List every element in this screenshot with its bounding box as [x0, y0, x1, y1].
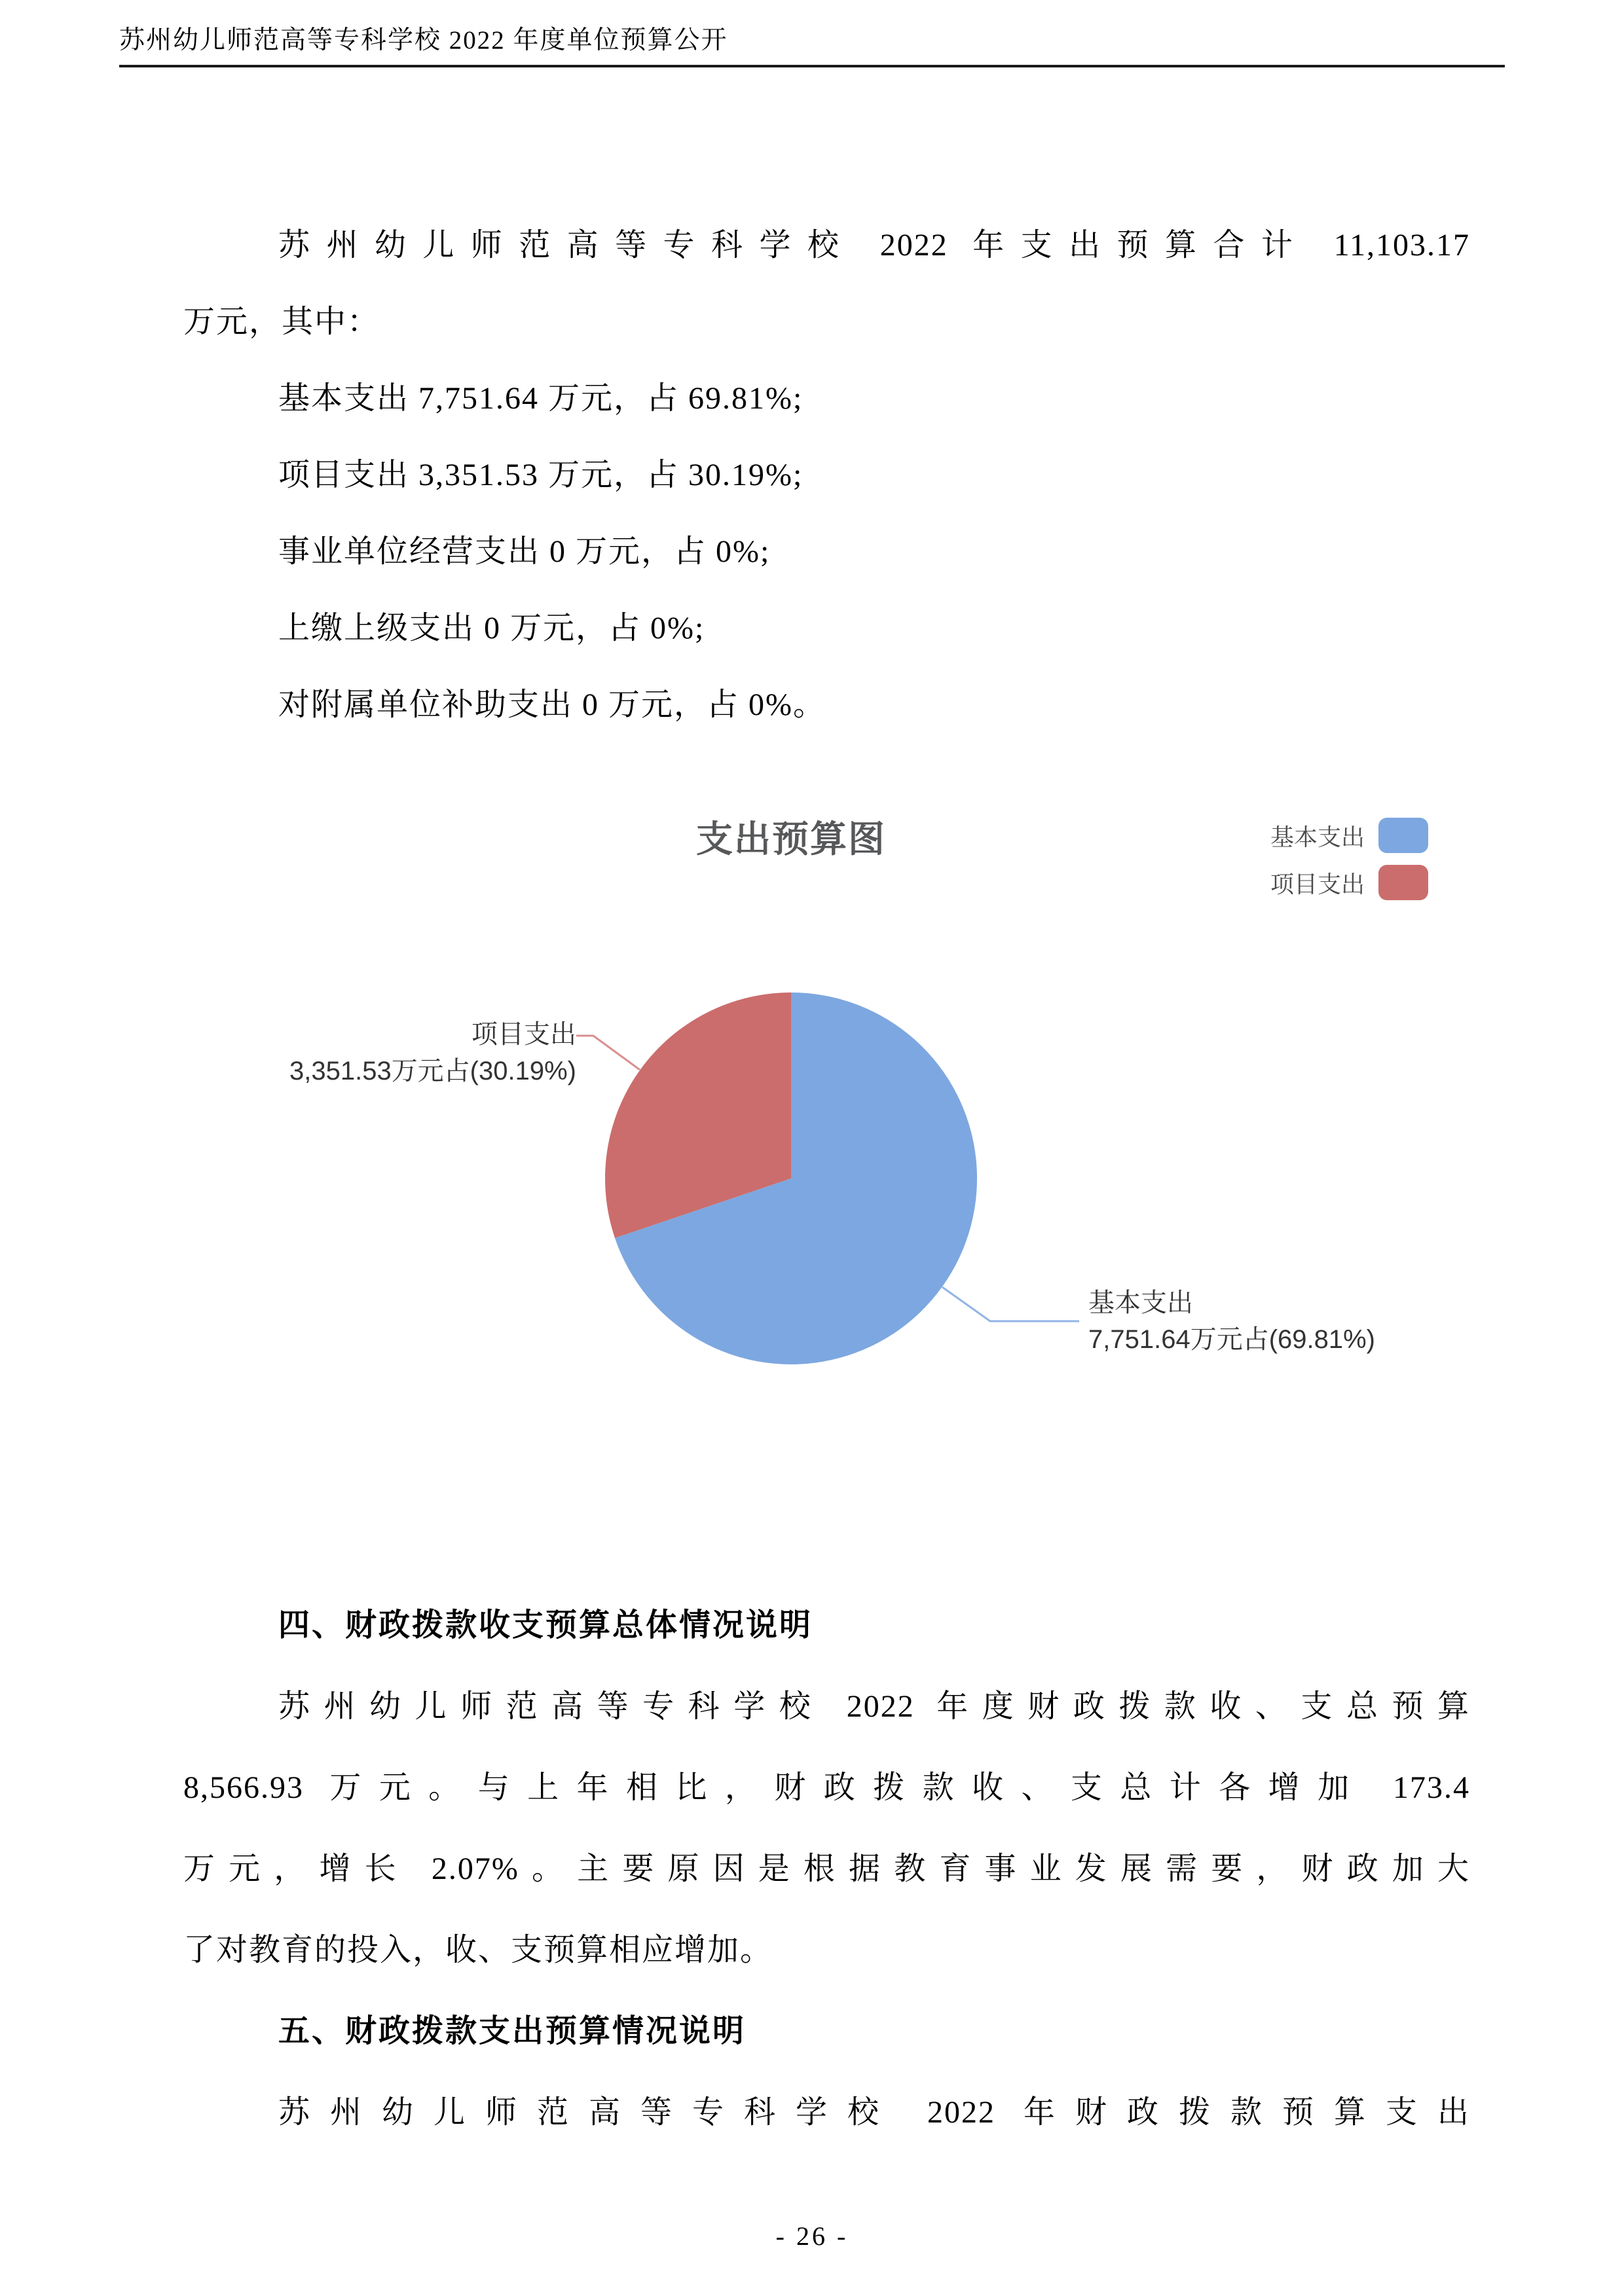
section5-line-1: 苏州幼儿师范高等专科学校 2022 年财政拨款预算支出 — [278, 2095, 1470, 2130]
section5-heading: 五、财政拨款支出预算情况说明 — [278, 2014, 747, 2049]
section4-line-4: 了对教育的投入，收、支预算相应增加。 — [183, 1933, 773, 1967]
expense-item-upturn: 上缴上级支出 0 万元，占 0%; — [278, 611, 705, 646]
legend-label-project: 项目支出 — [1270, 870, 1365, 898]
intro-line-1: 苏州幼儿师范高等专科学校 2022 年支出预算合计 11,103.17 — [278, 228, 1470, 263]
page-header-title: 苏州幼儿师范高等专科学校 2022 年度单位预算公开 — [119, 26, 728, 54]
section4-line-3: 万元，增长 2.07%。主要原因是根据教育事业发展需要，财政加大 — [183, 1851, 1470, 1886]
expense-pie-chart — [0, 805, 1624, 1558]
section4-heading: 四、财政拨款收支预算总体情况说明 — [278, 1608, 813, 1643]
expense-item-operating: 事业单位经营支出 0 万元，占 0%; — [278, 534, 771, 569]
chart-title: 支出预算图 — [696, 818, 886, 860]
section4-line-2: 8,566.93 万元。与上年相比，财政拨款收、支总计各增加 173.4 — [183, 1770, 1470, 1805]
section4-line-1: 苏州幼儿师范高等专科学校 2022 年度财政拨款收、支总预算 — [278, 1689, 1470, 1724]
pie-label-project — [289, 1016, 576, 1089]
pie-label-basic-value: 7,751.64万元占(69.81%) — [1088, 1325, 1376, 1354]
expense-item-basic: 基本支出 7,751.64 万元，占 69.81%; — [278, 381, 803, 416]
header-rule — [119, 65, 1505, 67]
pie-label-project-name: 项目支出 — [471, 1020, 576, 1049]
page-number: - 26 - — [775, 2221, 849, 2251]
intro-line-2: 万元，其中： — [183, 304, 380, 339]
pie-label-basic-name: 基本支出 — [1088, 1288, 1193, 1317]
pie-label-basic — [1088, 1285, 1375, 1358]
legend-label-basic: 基本支出 — [1270, 823, 1365, 850]
expense-item-project: 项目支出 3,351.53 万元，占 30.19%; — [278, 458, 803, 492]
pie-label-project-value: 3,351.53万元占(30.19%) — [289, 1057, 576, 1085]
leader-line-project — [576, 1036, 640, 1070]
leader-line-basic — [942, 1287, 1079, 1321]
expense-item-subsidy: 对附属单位补助支出 0 万元，占 0%。 — [278, 687, 826, 722]
